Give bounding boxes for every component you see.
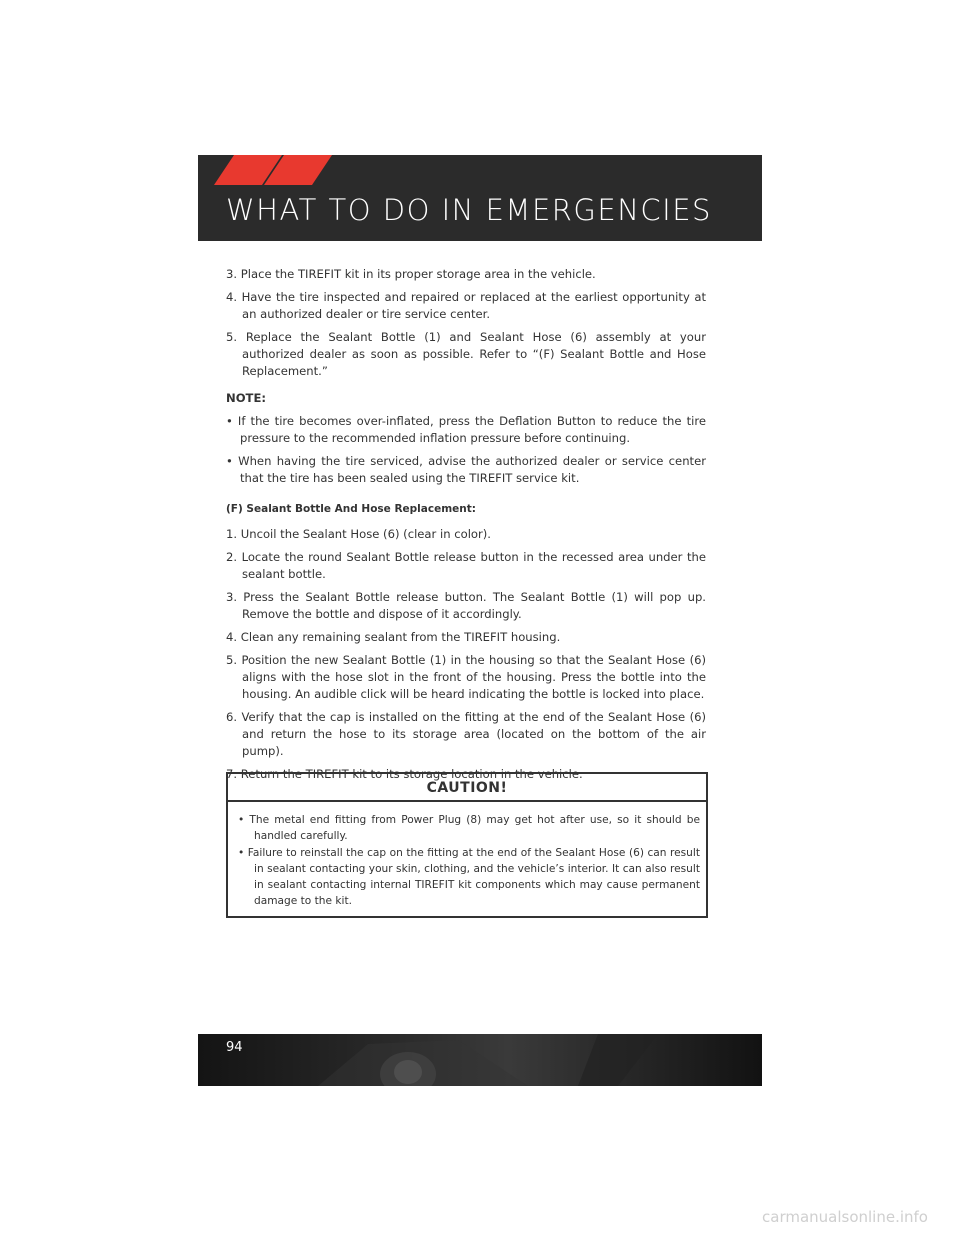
list-item: 5. Replace the Sealant Bottle (1) and Sealant Hose (6) assembly at your authorized dealer as soon as possible. Refer to “(F) Sealant Bottle and Hose Replacement.” xyxy=(226,330,706,378)
list-item: 2. Locate the round Sealant Bottle release button in the recessed area under the sealant bottle. xyxy=(226,550,706,581)
list-item: 4. Clean any remaining sealant from the TIREFIT housing. xyxy=(226,630,561,644)
interior-photo-image xyxy=(198,1034,762,1086)
caution-item: • Failure to reinstall the cap on the fitting at the end of the Sealant Hose (6) can result in sealant contacting your skin, clothing, and the vehicle’s interior. It can also result in sealant contacting internal TIREFIT kit components which may cause permanent damage to the kit. xyxy=(238,847,700,907)
subsection-heading: (F) Sealant Bottle And Hose Replacement: xyxy=(226,503,476,515)
caution-item: • The metal end fitting from Power Plug (8) may get hot after use, so it should be handled carefully. xyxy=(238,814,700,842)
note-bullet: • When having the tire serviced, advise the authorized dealer or service center that the tire has been sealed using the TIREFIT service kit. xyxy=(226,454,706,485)
list-item: 3. Press the Sealant Bottle release button. The Sealant Bottle (1) will pop up. Remove the bottle and dispose of it accordingly. xyxy=(226,590,706,621)
note-bullet: • If the tire becomes over-inflated, press the Deflation Button to reduce the tire pressure to the recommended inflation pressure before continuing. xyxy=(226,414,706,445)
list-item: 5. Position the new Sealant Bottle (1) in the housing so that the Sealant Hose (6) aligns with the hose slot in the front of the housing. Press the bottle into the housing. An audible click will be heard indicating the bottle is locked into place. xyxy=(226,653,706,701)
list-item: 1. Uncoil the Sealant Hose (6) (clear in color). xyxy=(226,527,491,541)
section-header-band xyxy=(198,155,762,241)
page-content xyxy=(226,266,706,789)
list-item: 6. Verify that the cap is installed on the fitting at the end of the Sealant Hose (6) and return the hose to its storage area (located on the bottom of the air pump). xyxy=(226,710,706,758)
note-label: NOTE: xyxy=(226,391,267,405)
page-number: 94 xyxy=(226,1040,243,1055)
list-item: 7. Return the TIREFIT kit to its storage location in the vehicle. xyxy=(226,767,583,781)
section-title: WHAT TO DO IN EMERGENCIES xyxy=(226,193,712,227)
list-item: 4. Have the tire inspected and repaired or replaced at the earliest opportunity at an authorized dealer or tire service center. xyxy=(226,290,706,321)
caution-box xyxy=(226,772,708,918)
footer-band xyxy=(198,1034,762,1086)
caution-title: CAUTION! xyxy=(228,774,706,802)
racing-stripes-icon xyxy=(198,155,762,185)
watermark-text: carmanualsonline.info xyxy=(762,1208,928,1226)
list-item: 3. Place the TIREFIT kit in its proper storage area in the vehicle. xyxy=(226,267,596,281)
caution-body xyxy=(228,802,706,909)
